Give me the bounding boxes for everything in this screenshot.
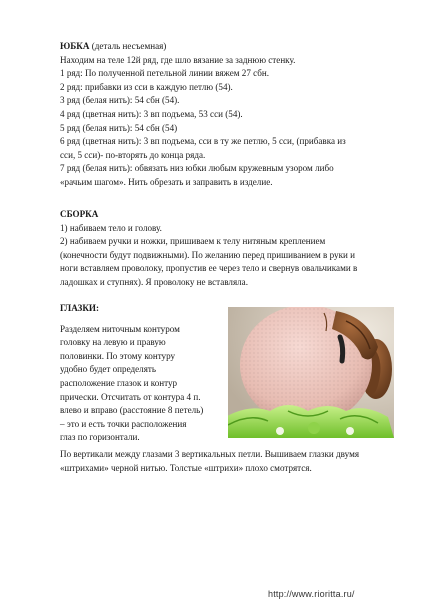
eyes-section (60, 302, 220, 445)
eyes-heading: ГЛАЗКИ: (60, 303, 100, 313)
skirt-line: 5 ряд (белая нить): 54 сбн (54) (60, 122, 178, 133)
skirt-section (60, 40, 390, 190)
skirt-line: Находим на теле 12й ряд, где шло вязание за заднюю стенку. (60, 54, 296, 65)
eyes-line: удобно будет определять (60, 364, 157, 375)
eyes-line: глаз по горизонтали. (60, 432, 140, 443)
assembly-line: (конечности будут подвижными). По желанию перед пришиванием в руки и (60, 249, 355, 260)
assembly-line: ладошках и ступнях). Я проволоку не вставляла. (60, 276, 248, 287)
eyes-line: расположение глазок и контур (60, 377, 178, 388)
skirt-line: 6 ряд (цветная нить): 3 вп подъема, сси в ту же петлю, 5 сси, (прибавка из (60, 136, 346, 147)
assembly-line: ноги вставляем проволоку, пропустив ее через тело и свернув овальчиками в (60, 263, 358, 274)
skirt-line: сси, 5 сси)- по-вторять до конца ряда. (60, 149, 206, 160)
skirt-line: 2 ряд: прибавки из сси в каждую петлю (54). (60, 81, 233, 92)
skirt-heading-line (60, 40, 390, 54)
eyes-line: прически. Отсчитать от контура 4 п. (60, 391, 201, 402)
eyes-line: Разделяем ниточным контуром (60, 323, 180, 334)
doll-head-photo (228, 307, 394, 438)
eyes-tail-section (60, 448, 390, 475)
skirt-line: «рачьим шагом». Нить обрезать и заправить в изделие. (60, 176, 273, 187)
eyes-tail-line: «штрихами» черной нитью. Толстые «штрихи» плохо смотрятся. (60, 462, 312, 473)
assembly-line: 2) набиваем ручки и ножки, пришиваем к телу нитяным креплением (60, 236, 326, 247)
skirt-line: 3 ряд (белая нить): 54 сбн (54). (60, 95, 180, 106)
eyes-tail-line: По вертикали между глазами 3 вертикальных петли. Вышиваем глазки двумя (60, 449, 360, 459)
eyes-line: половинки. По этому контуру (60, 350, 176, 361)
eyes-line: – это и есть точки расположения (60, 418, 187, 429)
eyes-line: головку на левую и правую (60, 337, 166, 348)
assembly-section (60, 208, 390, 290)
skirt-line: 7 ряд (белая нить): обвязать низ юбки любым кружевным узором либо (60, 163, 334, 174)
assembly-heading: СБОРКА (60, 209, 99, 219)
site-watermark: http://www.rioritta.ru/ (268, 589, 355, 599)
skirt-line: 1 ряд: По полученной петельной линии вяжем 27 сбн. (60, 68, 270, 79)
skirt-heading-note: (деталь несъемная) (89, 41, 167, 51)
skirt-heading: ЮБКА (60, 41, 90, 51)
skirt-line: 4 ряд (цветная нить): 3 вп подъема, 53 сси (54). (60, 108, 243, 119)
assembly-line: 1) набиваем тело и голову. (60, 222, 162, 233)
eyes-line: влево и вправо (расстояние 8 петель) (60, 405, 204, 416)
